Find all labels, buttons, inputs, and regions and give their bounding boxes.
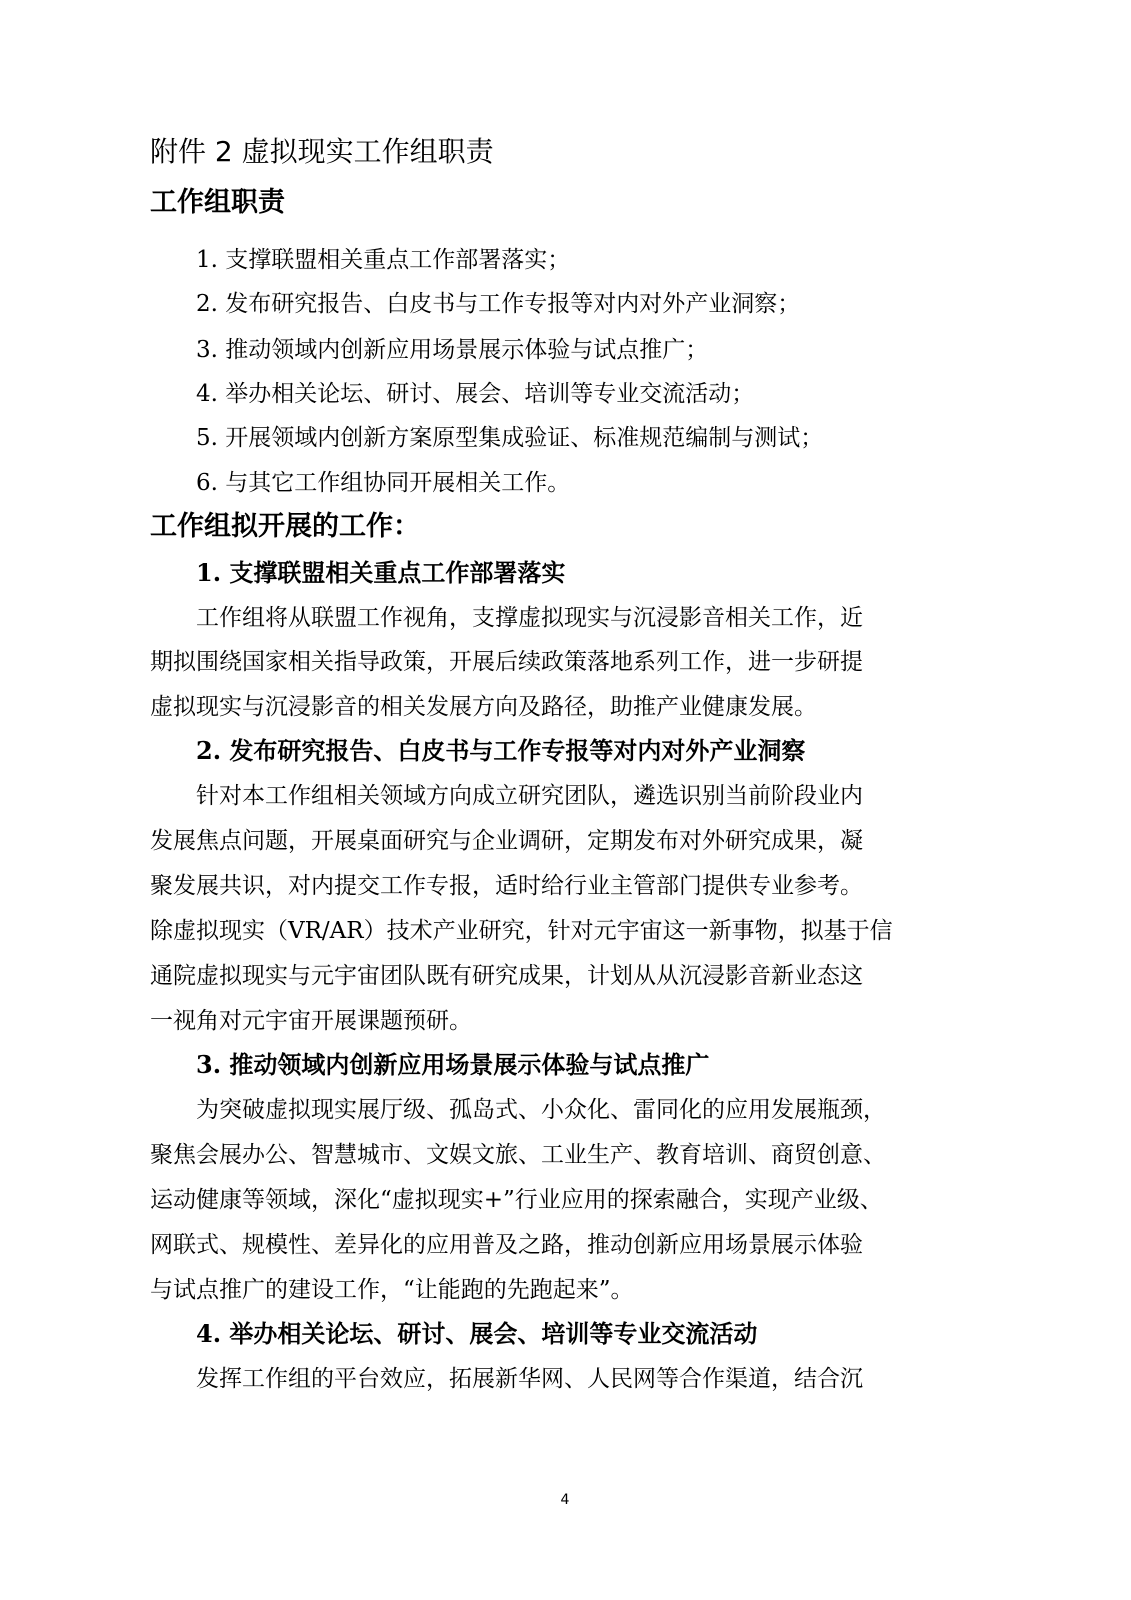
paragraph-line: 工作组将从联盟工作视角，支撑虚拟现实与沉浸影音相关工作，近	[196, 605, 863, 631]
paragraph-line: 为突破虚拟现实展厅级、孤岛式、小众化、雷同化的应用发展瓶颈，	[196, 1097, 886, 1123]
subsection-heading: 2. 发布研究报告、白皮书与工作专报等对内对外产业洞察	[196, 736, 806, 765]
duty-item: 1. 支撑联盟相关重点工作部署落实；	[196, 247, 571, 273]
duty-item: 4. 举办相关论坛、研讨、展会、培训等专业交流活动；	[196, 381, 755, 407]
duty-item: 2. 发布研究报告、白皮书与工作专报等对内对外产业洞察；	[196, 291, 801, 317]
page-number: 4	[560, 1492, 570, 1508]
paragraph-line: 针对本工作组相关领域方向成立研究团队，遴选识别当前阶段业内	[196, 783, 863, 809]
subsection-heading: 3. 推动领域内创新应用场景展示体验与试点推广	[196, 1050, 710, 1079]
paragraph-line: 除虚拟现实（VR/AR）技术产业研究，针对元宇宙这一新事物，拟基于信	[150, 918, 893, 944]
duty-item: 6. 与其它工作组协同开展相关工作。	[196, 470, 571, 496]
duty-item: 3. 推动领域内创新应用场景展示体验与试点推广；	[196, 337, 709, 363]
paragraph-line: 虚拟现实与沉浸影音的相关发展方向及路径，助推产业健康发展。	[150, 694, 817, 720]
paragraph-line: 聚发展共识，对内提交工作专报，适时给行业主管部门提供专业参考。	[150, 873, 863, 899]
paragraph-line: 期拟围绕国家相关指导政策，开展后续政策落地系列工作，进一步研提	[150, 649, 863, 675]
paragraph-line: 网联式、规模性、差异化的应用普及之路，推动创新应用场景展示体验	[150, 1232, 863, 1258]
section-heading-duties: 工作组职责	[150, 187, 285, 218]
paragraph-line: 聚焦会展办公、智慧城市、文娱文旅、工业生产、教育培训、商贸创意、	[150, 1142, 886, 1168]
paragraph-line: 运动健康等领域，深化“虚拟现实+”行业应用的探索融合，实现产业级、	[150, 1187, 883, 1213]
paragraph-line: 与试点推广的建设工作，“让能跑的先跑起来”。	[150, 1277, 634, 1303]
subsection-heading: 1. 支撑联盟相关重点工作部署落实	[196, 558, 566, 587]
section-heading-planned-work: 工作组拟开展的工作：	[150, 511, 420, 542]
duty-item: 5. 开展领域内创新方案原型集成验证、标准规范编制与测试；	[196, 425, 824, 451]
paragraph-line: 一视角对元宇宙开展课题预研。	[150, 1008, 472, 1034]
subsection-heading: 4. 举办相关论坛、研讨、展会、培训等专业交流活动	[196, 1319, 758, 1348]
paragraph-line: 通院虚拟现实与元宇宙团队既有研究成果，计划从从沉浸影音新业态这	[150, 963, 863, 989]
paragraph-line: 发展焦点问题，开展桌面研究与企业调研，定期发布对外研究成果，凝	[150, 828, 863, 854]
paragraph-line: 发挥工作组的平台效应，拓展新华网、人民网等合作渠道，结合沉	[196, 1366, 863, 1392]
attachment-title: 附件 2 虚拟现实工作组职责	[150, 135, 494, 168]
